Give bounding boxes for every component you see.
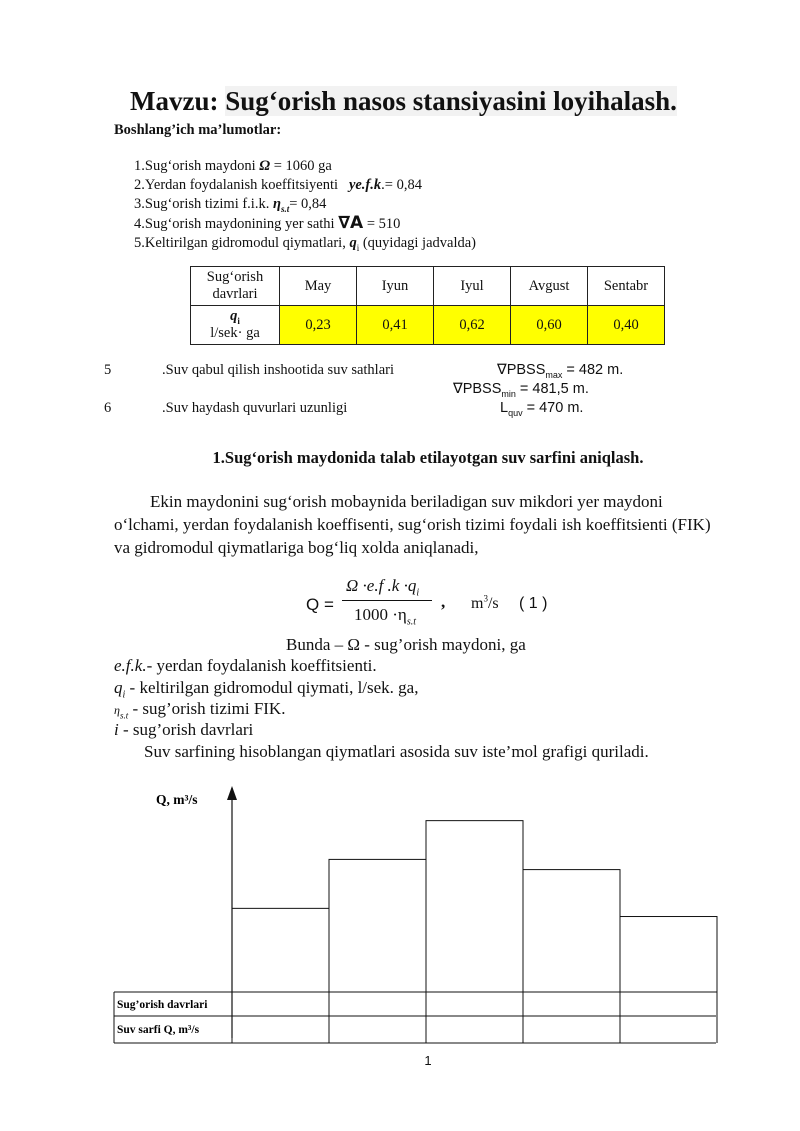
list-item: 1.Sug‘orish maydoni Ω = 1060 ga bbox=[134, 158, 332, 174]
definition-eta: $\eta_{s.t}$ - sug’orish tizimi FIK. bbox=[114, 699, 286, 721]
pbss-max: $\nabla PBSS_{max} = 482$ m. bbox=[497, 362, 624, 380]
value-cell: 0,41 bbox=[357, 306, 434, 345]
formula-denominator: $1000 \cdot\eta_{s.t}$ bbox=[354, 605, 416, 628]
formula-comma: , bbox=[441, 592, 446, 611]
table-header-periods: Sug‘orish davrlari bbox=[191, 267, 280, 306]
month-cell: Iyun bbox=[357, 267, 434, 306]
initial-data-list bbox=[134, 157, 476, 253]
grid-columns bbox=[232, 992, 717, 1043]
body-paragraph: Ekin maydonini sug‘orish mobaynida beriladigan suv mikdori yer maydoni o‘lchami, yerdan foydalanish koeffisenti, sug‘orish tizimi foydali ish koeffitsienti (FIK) va gidromodul qiymatlariga bog‘liq xolda aniqlanadi, bbox=[114, 492, 711, 557]
hydromodule-table bbox=[190, 266, 665, 345]
formula-number: ( 1 ) bbox=[519, 595, 548, 612]
step-graph bbox=[232, 821, 717, 992]
row-label-periods: Sug’orish davrlari bbox=[117, 999, 208, 1011]
table-header-qi: $q_i$ l/sek· ga bbox=[191, 306, 280, 345]
value-cell: 0,62 bbox=[434, 306, 511, 345]
step-bar bbox=[523, 870, 620, 992]
initial-data-heading: Boshlang’ich ma’lumotlar: bbox=[114, 122, 282, 138]
y-axis-label: Q, m³/s bbox=[156, 792, 198, 807]
pipe-length: $L_{quv} = 470$ m. bbox=[500, 400, 584, 418]
item-5-text: .Suv qabul qilish inshootida suv sathlari bbox=[162, 362, 394, 378]
month-cell: Iyul bbox=[434, 267, 511, 306]
value-cell: 0,60 bbox=[511, 306, 588, 345]
month-cell: Avgust bbox=[511, 267, 588, 306]
table-row bbox=[191, 306, 665, 345]
row-label-flow: Suv sarfi Q, m³/s bbox=[117, 1024, 200, 1036]
section-title: 1.Sug‘orish maydonida talab etilayotgan suv sarfini aniqlash. bbox=[212, 448, 644, 467]
formula-unit: $m^3/s$ bbox=[471, 593, 499, 612]
title-subject: Sug‘orish nasos stansiyasini loyihalash. bbox=[225, 86, 677, 116]
definition-qi: $q_i$ - keltirilgan gidromodul qiymati, l/sek. ga, bbox=[114, 678, 419, 701]
pbss-min: $\nabla PBSS_{min} = 481,5$ m. bbox=[453, 381, 589, 399]
month-cell: May bbox=[280, 267, 357, 306]
list-item: 4.Sug‘orish maydonining yer sathi ∇A = 510 bbox=[134, 213, 401, 233]
definition-efk: e.f.k.- yerdan foydalanish koeffitsienti. bbox=[114, 656, 377, 675]
step-bar bbox=[329, 859, 426, 992]
water-consumption-graph bbox=[0, 780, 800, 1055]
title-prefix: Mavzu: bbox=[130, 86, 219, 116]
fraction-line bbox=[342, 600, 432, 601]
item-6-number: 6 bbox=[104, 400, 112, 416]
definition-i: i - sug’orish davrlari bbox=[114, 720, 254, 739]
value-cell: 0,23 bbox=[280, 306, 357, 345]
list-item: 3.Sug‘orish tizimi f.i.k. $\eta_{s.t}= 0,84$ bbox=[134, 196, 327, 214]
page-number: 1 bbox=[424, 1053, 432, 1068]
list-item: 2.Yerdan foydalanish koeffitsiyenti ye.f.k.= 0,84 bbox=[134, 177, 422, 193]
y-axis-arrow bbox=[227, 786, 237, 800]
formula-numerator: Ω ·e.f $.k \cdot q_i$ bbox=[346, 576, 420, 599]
item-5-number: 5 bbox=[104, 362, 112, 378]
step-bar bbox=[620, 917, 717, 992]
value-cell: 0,40 bbox=[588, 306, 665, 345]
item-6-text: .Suv haydash quvurlari uzunligi bbox=[162, 400, 348, 416]
step-bar bbox=[232, 908, 329, 992]
page-title bbox=[130, 86, 677, 117]
table-row bbox=[191, 267, 665, 306]
month-cell: Sentabr bbox=[588, 267, 665, 306]
formula-lhs: Q = bbox=[306, 595, 334, 614]
list-item: 5.Keltirilgan gidromodul qiymatlari, $q_i$ (quyidagi jadvalda) bbox=[134, 235, 476, 253]
definition-omega: Bunda – Ω - sug’orish maydoni, ga bbox=[286, 635, 526, 654]
closing-sentence: Suv sarfining hisoblangan qiymatlari asosida suv iste’mol grafigi quriladi. bbox=[144, 742, 649, 761]
step-bar bbox=[426, 821, 523, 992]
